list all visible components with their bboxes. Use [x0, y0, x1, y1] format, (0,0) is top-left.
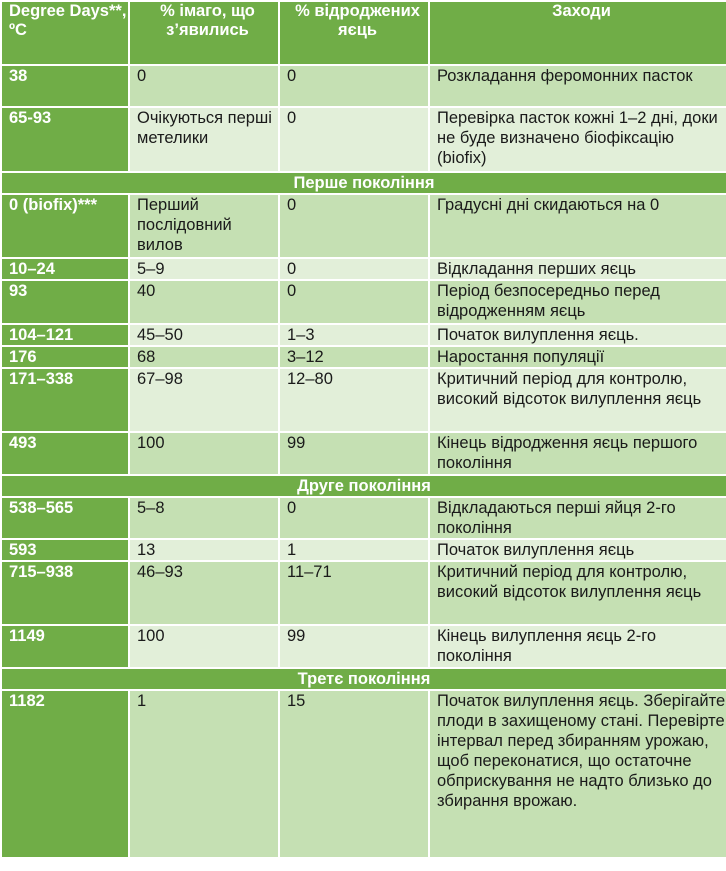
table-row [1, 194, 726, 258]
generation-row [1, 475, 726, 497]
header-actions: Заходи [429, 1, 726, 65]
header-eggs-percent: % відроджених яєць [279, 1, 429, 65]
degree-days-cell: 38 [1, 65, 129, 107]
actions-cell: Критичний період для контролю, високий відсоток вилуплення яєць [429, 368, 726, 432]
adults-cell: 46–93 [129, 561, 279, 625]
header-adults-percent: % імаго, що з’явились [129, 1, 279, 65]
table-row [1, 258, 726, 280]
degree-days-cell: 10–24 [1, 258, 129, 280]
table-row [1, 625, 726, 668]
actions-cell: Відкладання перших яєць [429, 258, 726, 280]
eggs-cell: 0 [279, 258, 429, 280]
header-degree-days: Degree Days**, ºC [1, 1, 129, 65]
eggs-cell: 0 [279, 194, 429, 258]
degree-days-cell: 176 [1, 346, 129, 368]
adults-cell: 100 [129, 432, 279, 475]
degree-days-cell: 1149 [1, 625, 129, 668]
table-row [1, 497, 726, 539]
degree-days-cell: 65-93 [1, 107, 129, 172]
eggs-cell: 99 [279, 432, 429, 475]
degree-days-cell: 104–121 [1, 324, 129, 346]
actions-cell: Кінець відродження яєць першого покоління [429, 432, 726, 475]
table-row [1, 690, 726, 858]
eggs-cell: 0 [279, 497, 429, 539]
degree-days-cell: 493 [1, 432, 129, 475]
degree-days-cell: 593 [1, 539, 129, 561]
eggs-cell: 0 [279, 65, 429, 107]
actions-cell: Початок вилуплення яєць. [429, 324, 726, 346]
adults-cell: 40 [129, 280, 279, 324]
generation-row [1, 172, 726, 194]
degree-days-cell: 538–565 [1, 497, 129, 539]
generation-title: Друге покоління [1, 475, 726, 497]
adults-cell: 67–98 [129, 368, 279, 432]
adults-cell: 5–9 [129, 258, 279, 280]
table-row [1, 346, 726, 368]
eggs-cell: 0 [279, 280, 429, 324]
table-row [1, 539, 726, 561]
table-row [1, 561, 726, 625]
header-row [1, 1, 726, 65]
eggs-cell: 11–71 [279, 561, 429, 625]
generation-row [1, 668, 726, 690]
adults-cell: 13 [129, 539, 279, 561]
table-row [1, 280, 726, 324]
actions-cell: Наростання популяції [429, 346, 726, 368]
actions-cell: Кінець вилуплення яєць 2-го покоління [429, 625, 726, 668]
eggs-cell: 12–80 [279, 368, 429, 432]
degree-days-cell: 715–938 [1, 561, 129, 625]
degree-days-cell: 0 (biofix)*** [1, 194, 129, 258]
actions-cell: Перевірка пасток кожні 1–2 дні, доки не буде визначено біофіксацію (biofix) [429, 107, 726, 172]
adults-cell: 0 [129, 65, 279, 107]
actions-cell: Градусні дні скидаються на 0 [429, 194, 726, 258]
generation-title: Третє покоління [1, 668, 726, 690]
adults-cell: 45–50 [129, 324, 279, 346]
degree-days-cell: 171–338 [1, 368, 129, 432]
degree-days-cell: 93 [1, 280, 129, 324]
eggs-cell: 99 [279, 625, 429, 668]
adults-cell: Перший послідовний вилов [129, 194, 279, 258]
eggs-cell: 0 [279, 107, 429, 172]
degree-days-cell: 1182 [1, 690, 129, 858]
adults-cell: 5–8 [129, 497, 279, 539]
actions-cell: Критичний період для контролю, високий відсоток вилуплення яєць [429, 561, 726, 625]
generation-title: Перше покоління [1, 172, 726, 194]
actions-cell: Початок вилуплення яєць. Зберігайте плоди в захищеному стані. Перевірте інтервал перед збиранням урожаю, щоб переконатися, що остаточне обприскування не надто близько до збирання врожаю. [429, 690, 726, 858]
table-row [1, 432, 726, 475]
table-row [1, 324, 726, 346]
actions-cell: Період безпосередньо перед відродженням яєць [429, 280, 726, 324]
actions-cell: Розкладання феромонних пасток [429, 65, 726, 107]
table-row [1, 107, 726, 172]
adults-cell: Очікуються перші метелики [129, 107, 279, 172]
eggs-cell: 15 [279, 690, 429, 858]
actions-cell: Початок вилуплення яєць [429, 539, 726, 561]
adults-cell: 1 [129, 690, 279, 858]
actions-cell: Відкладаються перші яйця 2-го покоління [429, 497, 726, 539]
eggs-cell: 1 [279, 539, 429, 561]
table-row [1, 368, 726, 432]
eggs-cell: 1–3 [279, 324, 429, 346]
adults-cell: 100 [129, 625, 279, 668]
eggs-cell: 3–12 [279, 346, 429, 368]
adults-cell: 68 [129, 346, 279, 368]
table-row [1, 65, 726, 107]
